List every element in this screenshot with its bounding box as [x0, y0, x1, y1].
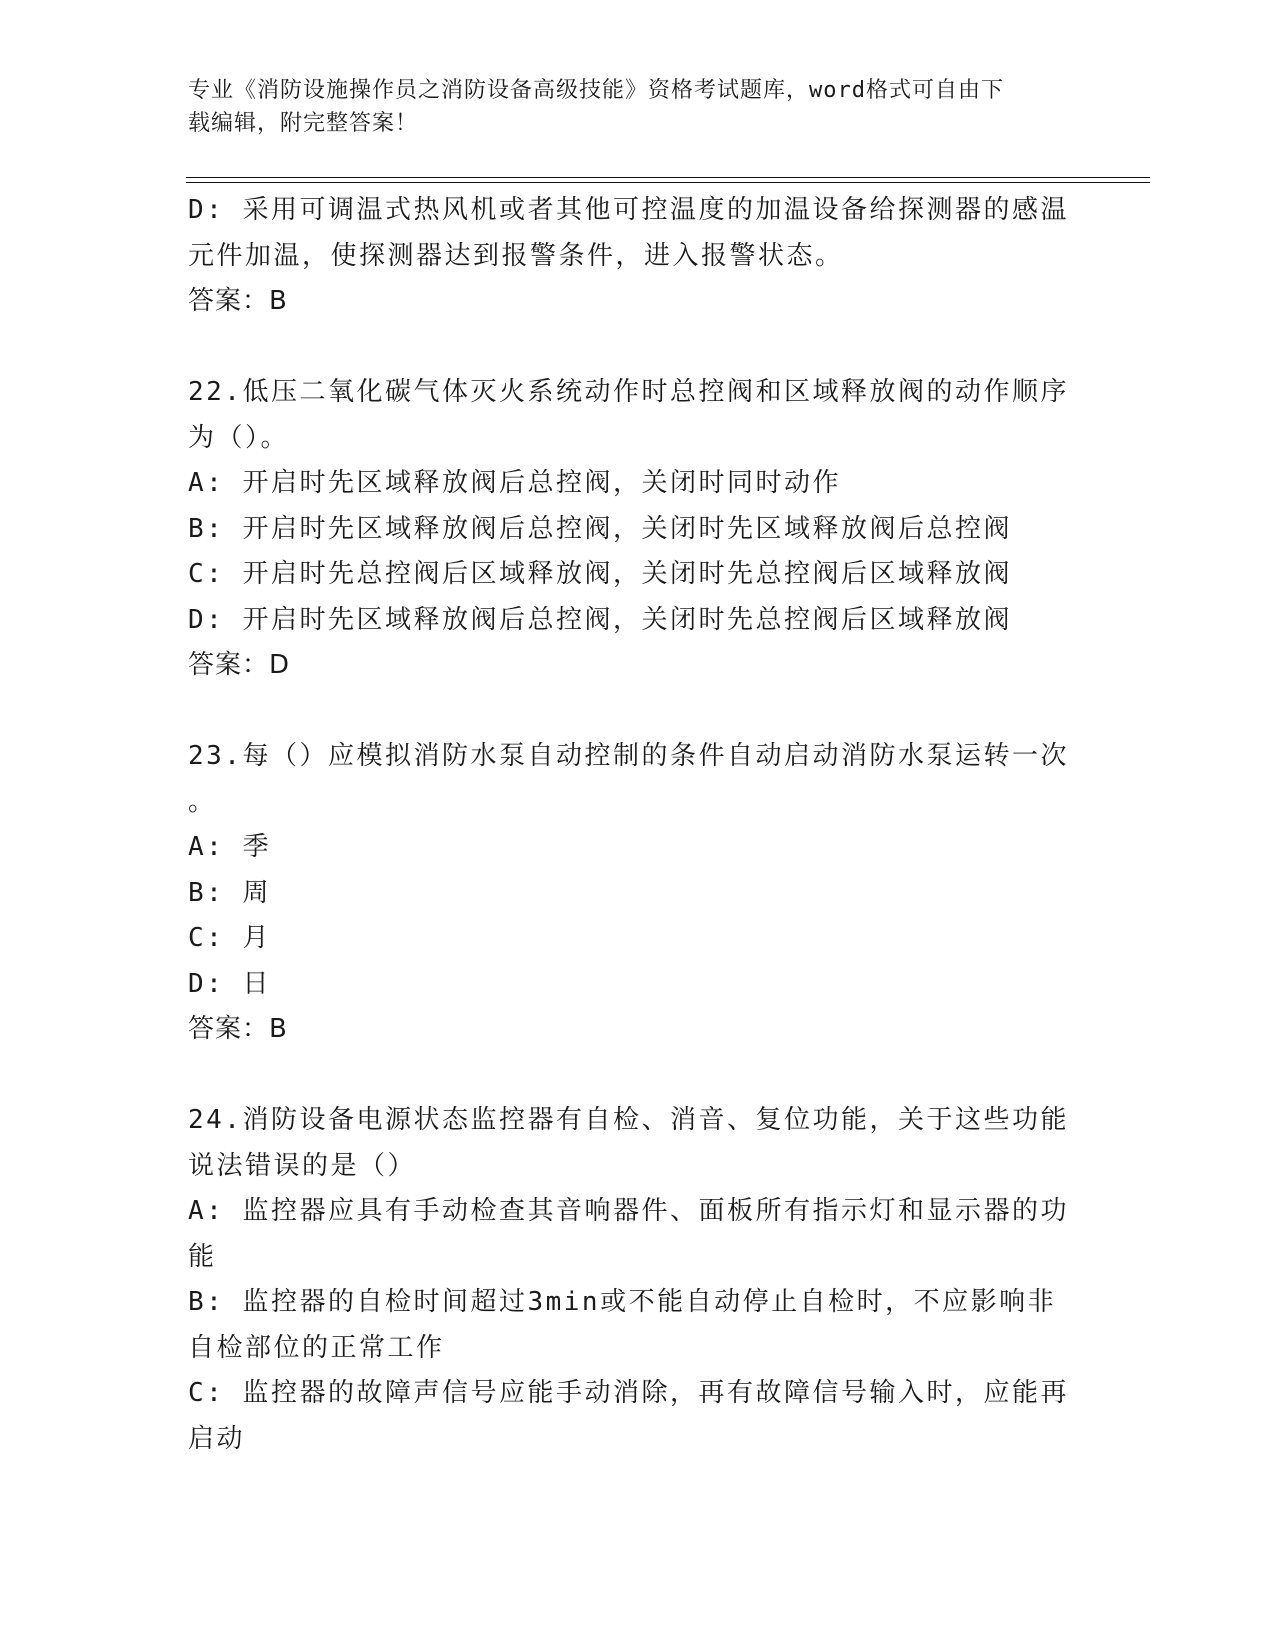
- option-b-continued: 自检部位的正常工作: [188, 1332, 445, 1363]
- option-c: C: 监控器的故障声信号应能手动消除，再有故障信号输入时，应能再: [188, 1378, 1069, 1408]
- option-a: A: 监控器应具有手动检查其音响器件、面板所有指示灯和显示器的功: [188, 1196, 1069, 1226]
- option-b: B: 监控器的自检时间超过3min或不能自动停止自检时，不应影响非: [188, 1287, 1057, 1317]
- header-line-1: 专业《消防设施操作员之消防设备高级技能》资格考试题库，word格式可自由下: [188, 78, 1004, 103]
- option-c: C: 开启时先总控阀后区域释放阀，关闭时先总控阀后区域释放阀: [188, 559, 1012, 589]
- spacer: [188, 325, 1078, 371]
- option-c-continued: 启动: [188, 1423, 246, 1454]
- option-d-continued: 元件加温，使探测器达到报警条件，进入报警状态。: [188, 240, 844, 271]
- header-divider-bottom: [186, 182, 1150, 183]
- option-c: C: 月: [188, 923, 271, 953]
- document-header: [188, 74, 1068, 140]
- option-b: B: 周: [188, 877, 271, 908]
- question-list: [188, 188, 1078, 1462]
- answer: 答案：D: [188, 650, 291, 680]
- question-stem: 22.低压二氧化碳气体灭火系统动作时总控阀和区域释放阀的动作顺序: [188, 377, 1069, 407]
- spacer: [188, 1053, 1078, 1099]
- question-stem-continued: 。: [188, 786, 217, 817]
- option-a: A: 开启时先区域释放阀后总控阀，关闭时同时动作: [188, 468, 841, 498]
- spacer: [188, 689, 1078, 735]
- question-stem: 23.每（）应模拟消防水泵自动控制的条件自动启动消防水泵运转一次: [188, 741, 1069, 771]
- option-d: D: 开启时先区域释放阀后总控阀，关闭时先总控阀后区域释放阀: [188, 604, 1012, 635]
- option-d: D: 采用可调温式热风机或者其他可控温度的加温设备给探测器的感温: [188, 195, 1069, 225]
- option-d: D: 日: [188, 968, 271, 999]
- answer: 答案：B: [188, 286, 288, 316]
- header-line-2: 载编辑，附完整答案！: [188, 111, 419, 136]
- question-stem-continued: 说法错误的是（）: [188, 1150, 417, 1181]
- question-stem-continued: 为（）。: [188, 422, 290, 453]
- question-21-continuation: [188, 188, 1078, 325]
- option-a: A: 季: [188, 832, 271, 862]
- option-a-continued: 能: [188, 1241, 217, 1272]
- option-b: B: 开启时先区域释放阀后总控阀，关闭时先区域释放阀后总控阀: [188, 513, 1012, 544]
- answer: 答案：B: [188, 1014, 288, 1044]
- question-23: [188, 734, 1078, 1053]
- question-24: [188, 1098, 1078, 1462]
- header-divider-top: [186, 177, 1150, 178]
- question-stem: 24.消防设备电源状态监控器有自检、消音、复位功能，关于这些功能: [188, 1105, 1069, 1135]
- question-22: [188, 370, 1078, 689]
